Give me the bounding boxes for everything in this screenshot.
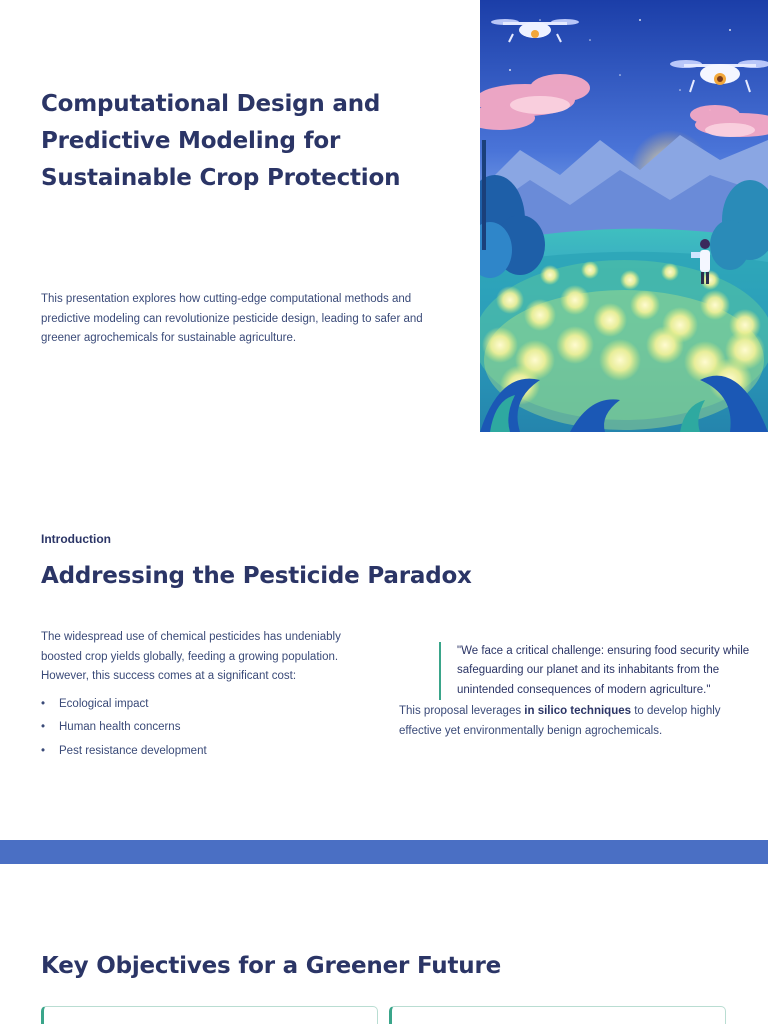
pull-quote bbox=[439, 642, 768, 701]
proposal-text bbox=[399, 702, 729, 741]
section-heading: Addressing the Pesticide Paradox bbox=[41, 563, 472, 589]
proposal-text-end: to develop highly effective yet environmentally benign agrochemicals. bbox=[399, 705, 721, 737]
bullet-icon: • bbox=[41, 697, 46, 710]
intro-body bbox=[41, 628, 371, 763]
section-label: Introduction bbox=[41, 532, 111, 546]
list-item-text: Human health concerns bbox=[59, 721, 181, 733]
list-item-text: Pest resistance development bbox=[59, 744, 207, 757]
hero-illustration bbox=[480, 0, 768, 432]
objective-card bbox=[389, 1006, 726, 1024]
proposal-text-start: This proposal leverages bbox=[399, 705, 525, 717]
hero-description: This presentation explores how cutting-edge computational methods and predictive modeling can revolutionize pesticide design, leading to safer and greener agrochemicals for sustainable agriculture. bbox=[41, 293, 423, 344]
intro-paragraph: The widespread use of chemical pesticides has undeniably boosted crop yields globally, feeding a growing population. However, this success comes at a significant cost: bbox=[41, 631, 341, 682]
section-divider-band bbox=[0, 840, 768, 864]
proposal-emphasis: in silico techniques bbox=[524, 705, 632, 717]
list-item bbox=[41, 740, 371, 764]
quote-text: "We face a critical challenge: ensuring food security while safeguarding our planet and its inhabitants from the unintended consequences of modern agriculture." bbox=[457, 644, 750, 696]
bullet-icon: • bbox=[41, 721, 46, 733]
objectives-heading: Key Objectives for a Greener Future bbox=[41, 953, 501, 979]
bullet-icon: • bbox=[41, 744, 46, 757]
page-title: Computational Design and Predictive Modeling for Sustainable Crop Protection bbox=[41, 91, 401, 191]
list-item bbox=[41, 693, 371, 717]
cost-list bbox=[41, 693, 371, 764]
objective-card bbox=[41, 1006, 378, 1024]
list-item-text: Ecological impact bbox=[59, 697, 149, 710]
list-item bbox=[41, 716, 371, 740]
